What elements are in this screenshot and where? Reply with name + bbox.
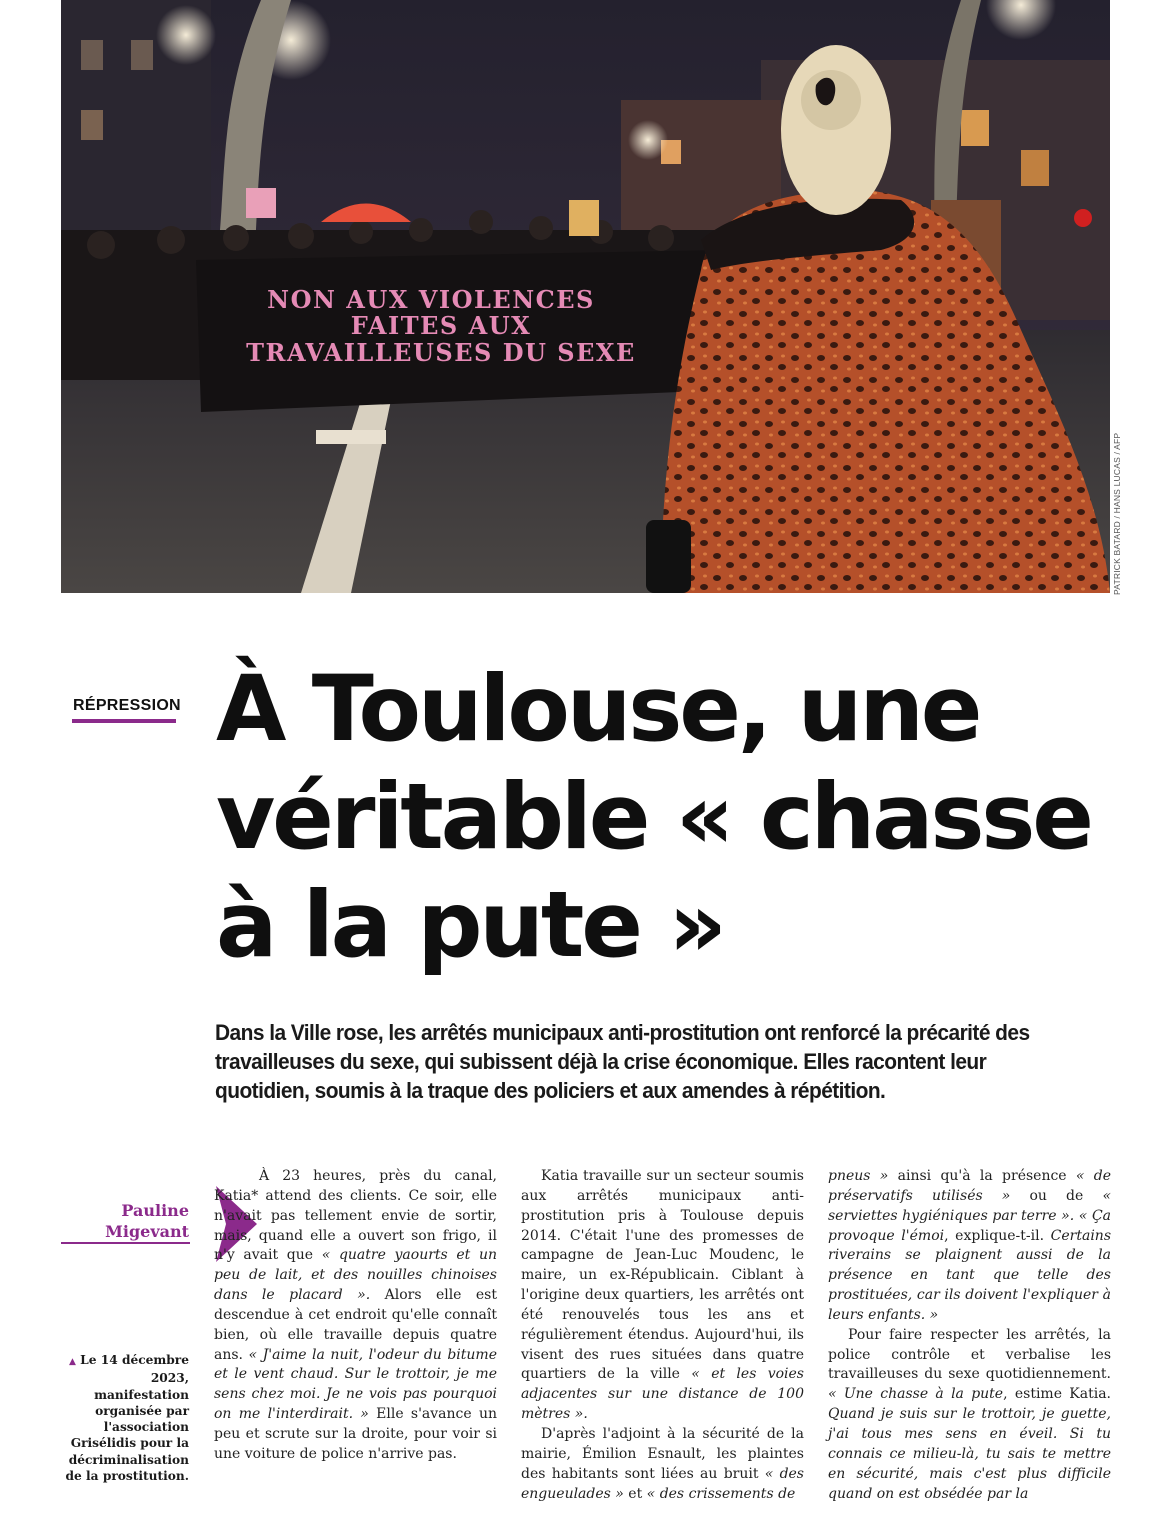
author-byline xyxy=(62,1200,189,1242)
paragraph: Katia travaille sur un secteur soumis aux arrêtés municipaux anti-prostitution pris à Toulouse depuis 2014. C'était l'une des promesses de campagne de Jean-Luc Moudenc, le maire, un ex-Républicain. Ciblant à l'origine deux quartiers, les arrêtés ont été renouvelés tous les ans et régulièrement étendus. Aujourd'hui, ils visent des rues situées dans quatre quartiers de la ville « et les voies adjacentes sur une distance de 100 mètres ». xyxy=(521,1168,804,1423)
banner-line-2: FAITES AUX xyxy=(350,311,532,340)
article-standfirst: Dans la Ville rose, les arrêtés municipaux anti-prostitution ont renforcé la précarité des travailleuses du sexe, qui subissent déjà la crise économique. Elles racontent leur quotidien, soumis à la traque des policiers et aux amendes à répétition. xyxy=(215,1020,1030,1103)
paragraph: Pour faire respecter les arrêtés, la police contrôle et verbalise les travailleuses du sexe quotidiennement. « Une chasse à la pute, estime Katia. Quand je suis sur le trottoir, je guette, j'ai tous mes sens en éveil. Si tu connais ce milieu-là, tu sais te mettre en sécurité, mais c'est plus difficile quand on est obsédée par la xyxy=(828,1326,1111,1502)
section-rubric: RÉPRESSION xyxy=(73,697,181,714)
photo-caption xyxy=(62,1352,189,1484)
author-rule xyxy=(61,1242,190,1244)
hero-photo xyxy=(61,0,1110,593)
body-column-2 xyxy=(521,1167,804,1504)
headline-line-3: à la pute » xyxy=(216,873,724,978)
caption-text: Le 14 décembre 2023, manifestation organisée par l'association Grisélidis pour la décriminalisation de la prostitution. xyxy=(65,1353,189,1484)
photo-credit: PATRICK BATARD / HANS LUCAS / AFP xyxy=(1112,432,1122,595)
body-column-1 xyxy=(214,1167,497,1465)
protest-night-scene xyxy=(61,0,1110,593)
body-column-3 xyxy=(828,1167,1111,1504)
paragraph: À 23 heures, près du canal, Katia* attend des clients. Ce soir, elle n'avait pas tellement envie de sortir, mais, quand elle a ouvert son frigo, il n'y avait que « quatre yaourts et un peu de lait, et des nouilles chinoises dans le placard ». Alors elle est descendue à cet endroit qu'elle connaît bien, où elle travaille depuis quatre ans. « J'aime la nuit, l'odeur du bitume et le vent chaud. Sur le trottoir, je me sens chez moi. Je ne vois pas pourquoi on me l'interdirait. » Elle s'avance un peu et scrute sur la droite, pour voir si une voiture de police n'arrive pas. xyxy=(214,1168,497,1462)
author-last-name: Migevant xyxy=(105,1222,189,1241)
banner-line-1: NON AUX VIOLENCES xyxy=(267,285,595,314)
paragraph: D'après l'adjoint à la sécurité de la mairie, Émilion Esnault, les plaintes des habitants sont liées au bruit « des engueulades » et « des crissements de xyxy=(521,1425,804,1502)
paragraph: pneus » ainsi qu'à la présence « de préservatifs utilisés » ou de « serviettes hygiéniques par terre ». « Ça provoque l'émoi, explique-t-il. Certains riverains se plaignent aussi de la présence en tant que telle des prostituées, car ils doivent l'expliquer à leurs enfants. » xyxy=(828,1168,1112,1323)
author-first-name: Pauline xyxy=(121,1201,189,1220)
rubric-underline xyxy=(72,719,176,723)
article-headline xyxy=(216,656,1116,980)
headline-line-2: véritable « chasse xyxy=(216,765,1091,870)
banner-line-3: TRAVAILLEUSES DU SEXE xyxy=(246,338,636,367)
caption-triangle-icon: ▲ xyxy=(69,1357,76,1367)
headline-line-1: À Toulouse, une xyxy=(216,657,980,762)
